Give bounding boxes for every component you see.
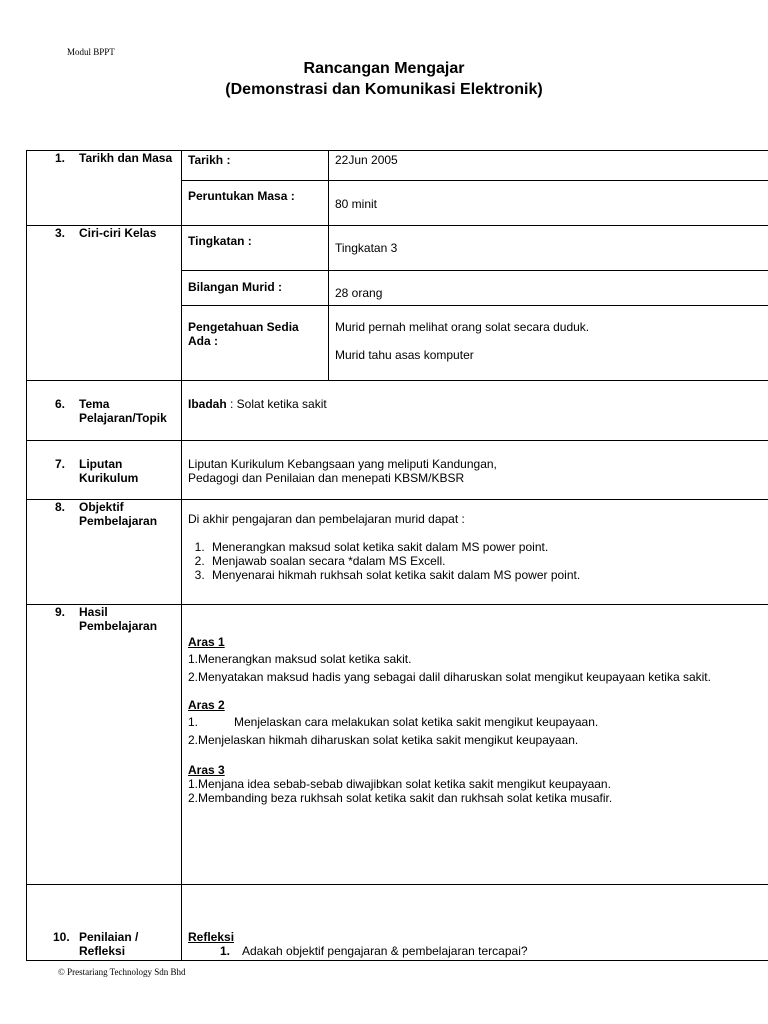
field-label: Pengetahuan Sedia Ada :	[188, 320, 299, 348]
table-row	[27, 151, 768, 181]
row-label: Hasil Pembelajaran	[79, 605, 158, 633]
row-number: 1.	[55, 151, 66, 165]
field-label: Tarikh :	[188, 153, 231, 167]
field-label: Tingkatan :	[188, 234, 252, 248]
level-title: Aras 1	[188, 635, 225, 649]
reflection-title: Refleksi	[188, 930, 235, 944]
table-row	[27, 605, 768, 885]
row-number: 6.	[55, 397, 66, 411]
outcome-item: Menjelaskan cara melakukan solat ketika sakit mengikut keupayaan.	[234, 715, 599, 729]
row-label-cell	[27, 500, 182, 605]
field-value: 80 minit	[335, 197, 378, 211]
row-number: 8.	[55, 500, 66, 514]
list-item: 1. Menerangkan maksud solat ketika sakit dalam MS power point.	[208, 540, 765, 554]
row-label: Tema Pelajaran/Topik	[79, 397, 167, 425]
field-label: Peruntukan Masa :	[188, 189, 295, 203]
row-label-cell	[27, 605, 182, 885]
row-number: 9.	[55, 605, 66, 619]
level-title: Aras 3	[188, 763, 225, 777]
field-value: Murid tahu asas komputer	[335, 348, 474, 362]
row-label-cell	[27, 226, 182, 381]
field-label: Bilangan Murid :	[188, 280, 282, 294]
field-value: 22Jun 2005	[335, 153, 398, 167]
topic-value: : Solat ketika sakit	[226, 397, 327, 411]
table-row	[27, 885, 768, 961]
row-number: 7.	[55, 457, 66, 471]
field-value: 28 orang	[335, 286, 383, 300]
lesson-plan-table	[26, 150, 768, 961]
table-row	[27, 500, 768, 605]
field-value: Murid pernah melihat orang solat secara duduk.	[335, 320, 590, 334]
row-number: 10.	[53, 930, 70, 944]
table-row	[27, 441, 768, 500]
row-label: Ciri-ciri Kelas	[79, 226, 157, 240]
field-value: Tingkatan 3	[335, 241, 398, 255]
row-label-cell	[27, 441, 182, 500]
table-row	[27, 226, 768, 271]
coverage-line: Pedagogi dan Penilaian dan menepati KBSM/KBSR	[188, 471, 465, 485]
row-label-cell	[27, 885, 182, 961]
outcome-item: 1.Menerangkan maksud solat ketika sakit.	[188, 652, 412, 666]
level-title: Aras 2	[188, 698, 225, 712]
row-label: Penilaian / Refleksi	[79, 930, 139, 958]
outcome-item: 1.Menjana idea sebab-sebab diwajibkan solat ketika sakit mengikut keupayaan.	[188, 777, 611, 791]
outcome-item: 2.Membanding beza rukhsah solat ketika sakit dan rukhsah solat ketika musafir.	[188, 791, 613, 805]
document-title: Rancangan Mengajar	[303, 60, 465, 77]
document-subtitle: (Demonstrasi dan Komunikasi Elektronik)	[225, 81, 543, 98]
objective-intro: Di akhir pengajaran dan pembelajaran murid dapat :	[188, 512, 465, 526]
outcome-item: 2.Menyatakan maksud hadis yang sebagai dalil diharuskan solat mengikut keupayaan ketika sakit.	[188, 670, 711, 684]
module-label: Modul BPPT	[67, 47, 115, 57]
row-label: Liputan Kurikulum	[79, 457, 139, 485]
outcome-item: 2.Menjelaskan hikmah diharuskan solat ketika sakit mengikut keupayaan.	[188, 733, 579, 747]
row-label: Tarikh dan Masa	[79, 151, 173, 165]
list-item: 3. Menyenarai hikmah rukhsah solat ketika sakit dalam MS power point.	[208, 568, 765, 582]
reflection-item: Adakah objektif pengajaran & pembelajaran tercapai?	[242, 944, 528, 958]
row-label: Objektif Pembelajaran	[79, 500, 158, 528]
table-row	[27, 381, 768, 441]
outcome-number: 1.	[188, 715, 199, 729]
row-label-cell	[27, 381, 182, 441]
list-item: 2. Menjawab soalan secara *dalam MS Excell.	[208, 554, 765, 568]
row-number: 3.	[55, 226, 66, 240]
objective-list	[188, 540, 765, 582]
topic-category: Ibadah	[188, 397, 227, 411]
row-label-cell	[27, 151, 182, 226]
coverage-line: Liputan Kurikulum Kebangsaan yang meliputi Kandungan,	[188, 457, 497, 471]
reflection-number: 1.	[220, 944, 231, 958]
footer-copyright: © Prestariang Technology Sdn Bhd	[58, 967, 186, 977]
